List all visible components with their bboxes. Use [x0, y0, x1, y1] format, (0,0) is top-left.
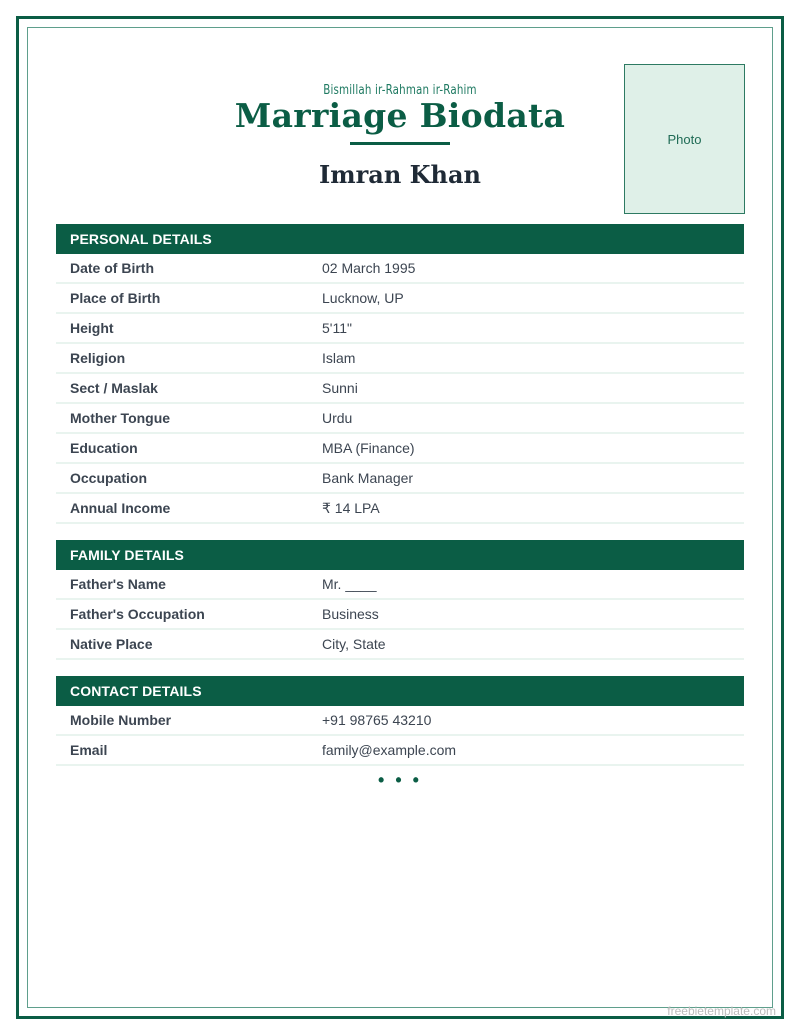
row-value: MBA (Finance) [322, 440, 415, 456]
table-row [56, 736, 744, 766]
row-label: Native Place [70, 636, 153, 652]
row-value: Business [322, 606, 379, 622]
row-value: Islam [322, 350, 356, 366]
row-label: Father's Occupation [70, 606, 205, 622]
ellipsis-ornament: • • • [378, 770, 422, 790]
row-label: Mother Tongue [70, 410, 171, 426]
table-row [56, 374, 744, 404]
row-value: Urdu [322, 410, 353, 426]
table-row [56, 494, 744, 524]
table-row [56, 464, 744, 494]
table-row [56, 404, 744, 434]
row-label: Sect / Maslak [70, 380, 158, 396]
row-value: Mr. ____ [322, 576, 377, 592]
section-heading: FAMILY DETAILS [56, 540, 744, 570]
row-label: Education [70, 440, 138, 456]
table-row [56, 314, 744, 344]
row-label: Religion [70, 350, 126, 366]
row-value: +91 98765 43210 [322, 712, 432, 728]
table-row [56, 570, 744, 600]
row-value: Bank Manager [322, 470, 414, 486]
table-row [56, 344, 744, 374]
title-underline [350, 142, 450, 145]
row-value: 5'11" [322, 320, 352, 336]
contact-details-section [56, 676, 744, 766]
row-label: Email [70, 742, 108, 758]
table-row [56, 284, 744, 314]
row-value: City, State [322, 636, 386, 652]
row-value: family@example.com [322, 742, 457, 758]
family-details-section [56, 540, 744, 660]
table-row [56, 254, 744, 284]
section-heading: CONTACT DETAILS [56, 676, 744, 706]
section-heading: PERSONAL DETAILS [56, 224, 744, 254]
personal-details-section [56, 224, 744, 524]
watermark: freebietemplate.com [667, 1004, 776, 1018]
row-label: Mobile Number [70, 712, 172, 728]
row-label: Date of Birth [70, 260, 154, 276]
row-value: 02 March 1995 [322, 260, 416, 276]
row-value: ₹ 14 LPA [322, 499, 380, 516]
table-row [56, 706, 744, 736]
row-label: Annual Income [70, 500, 171, 516]
row-label: Father's Name [70, 576, 166, 592]
candidate-name: Imran Khan [319, 160, 481, 189]
document-title: Marriage Biodata [234, 96, 566, 135]
bismillah-text: Bismillah ir-Rahman ir-Rahim [323, 83, 477, 98]
table-row [56, 630, 744, 660]
row-value: Lucknow, UP [322, 290, 404, 306]
photo-label: Photo [667, 131, 702, 147]
table-row [56, 600, 744, 630]
photo-placeholder [624, 64, 745, 214]
row-label: Place of Birth [70, 290, 161, 306]
row-label: Height [70, 320, 114, 336]
row-value: Sunni [322, 380, 358, 396]
table-row [56, 434, 744, 464]
row-label: Occupation [70, 470, 148, 486]
